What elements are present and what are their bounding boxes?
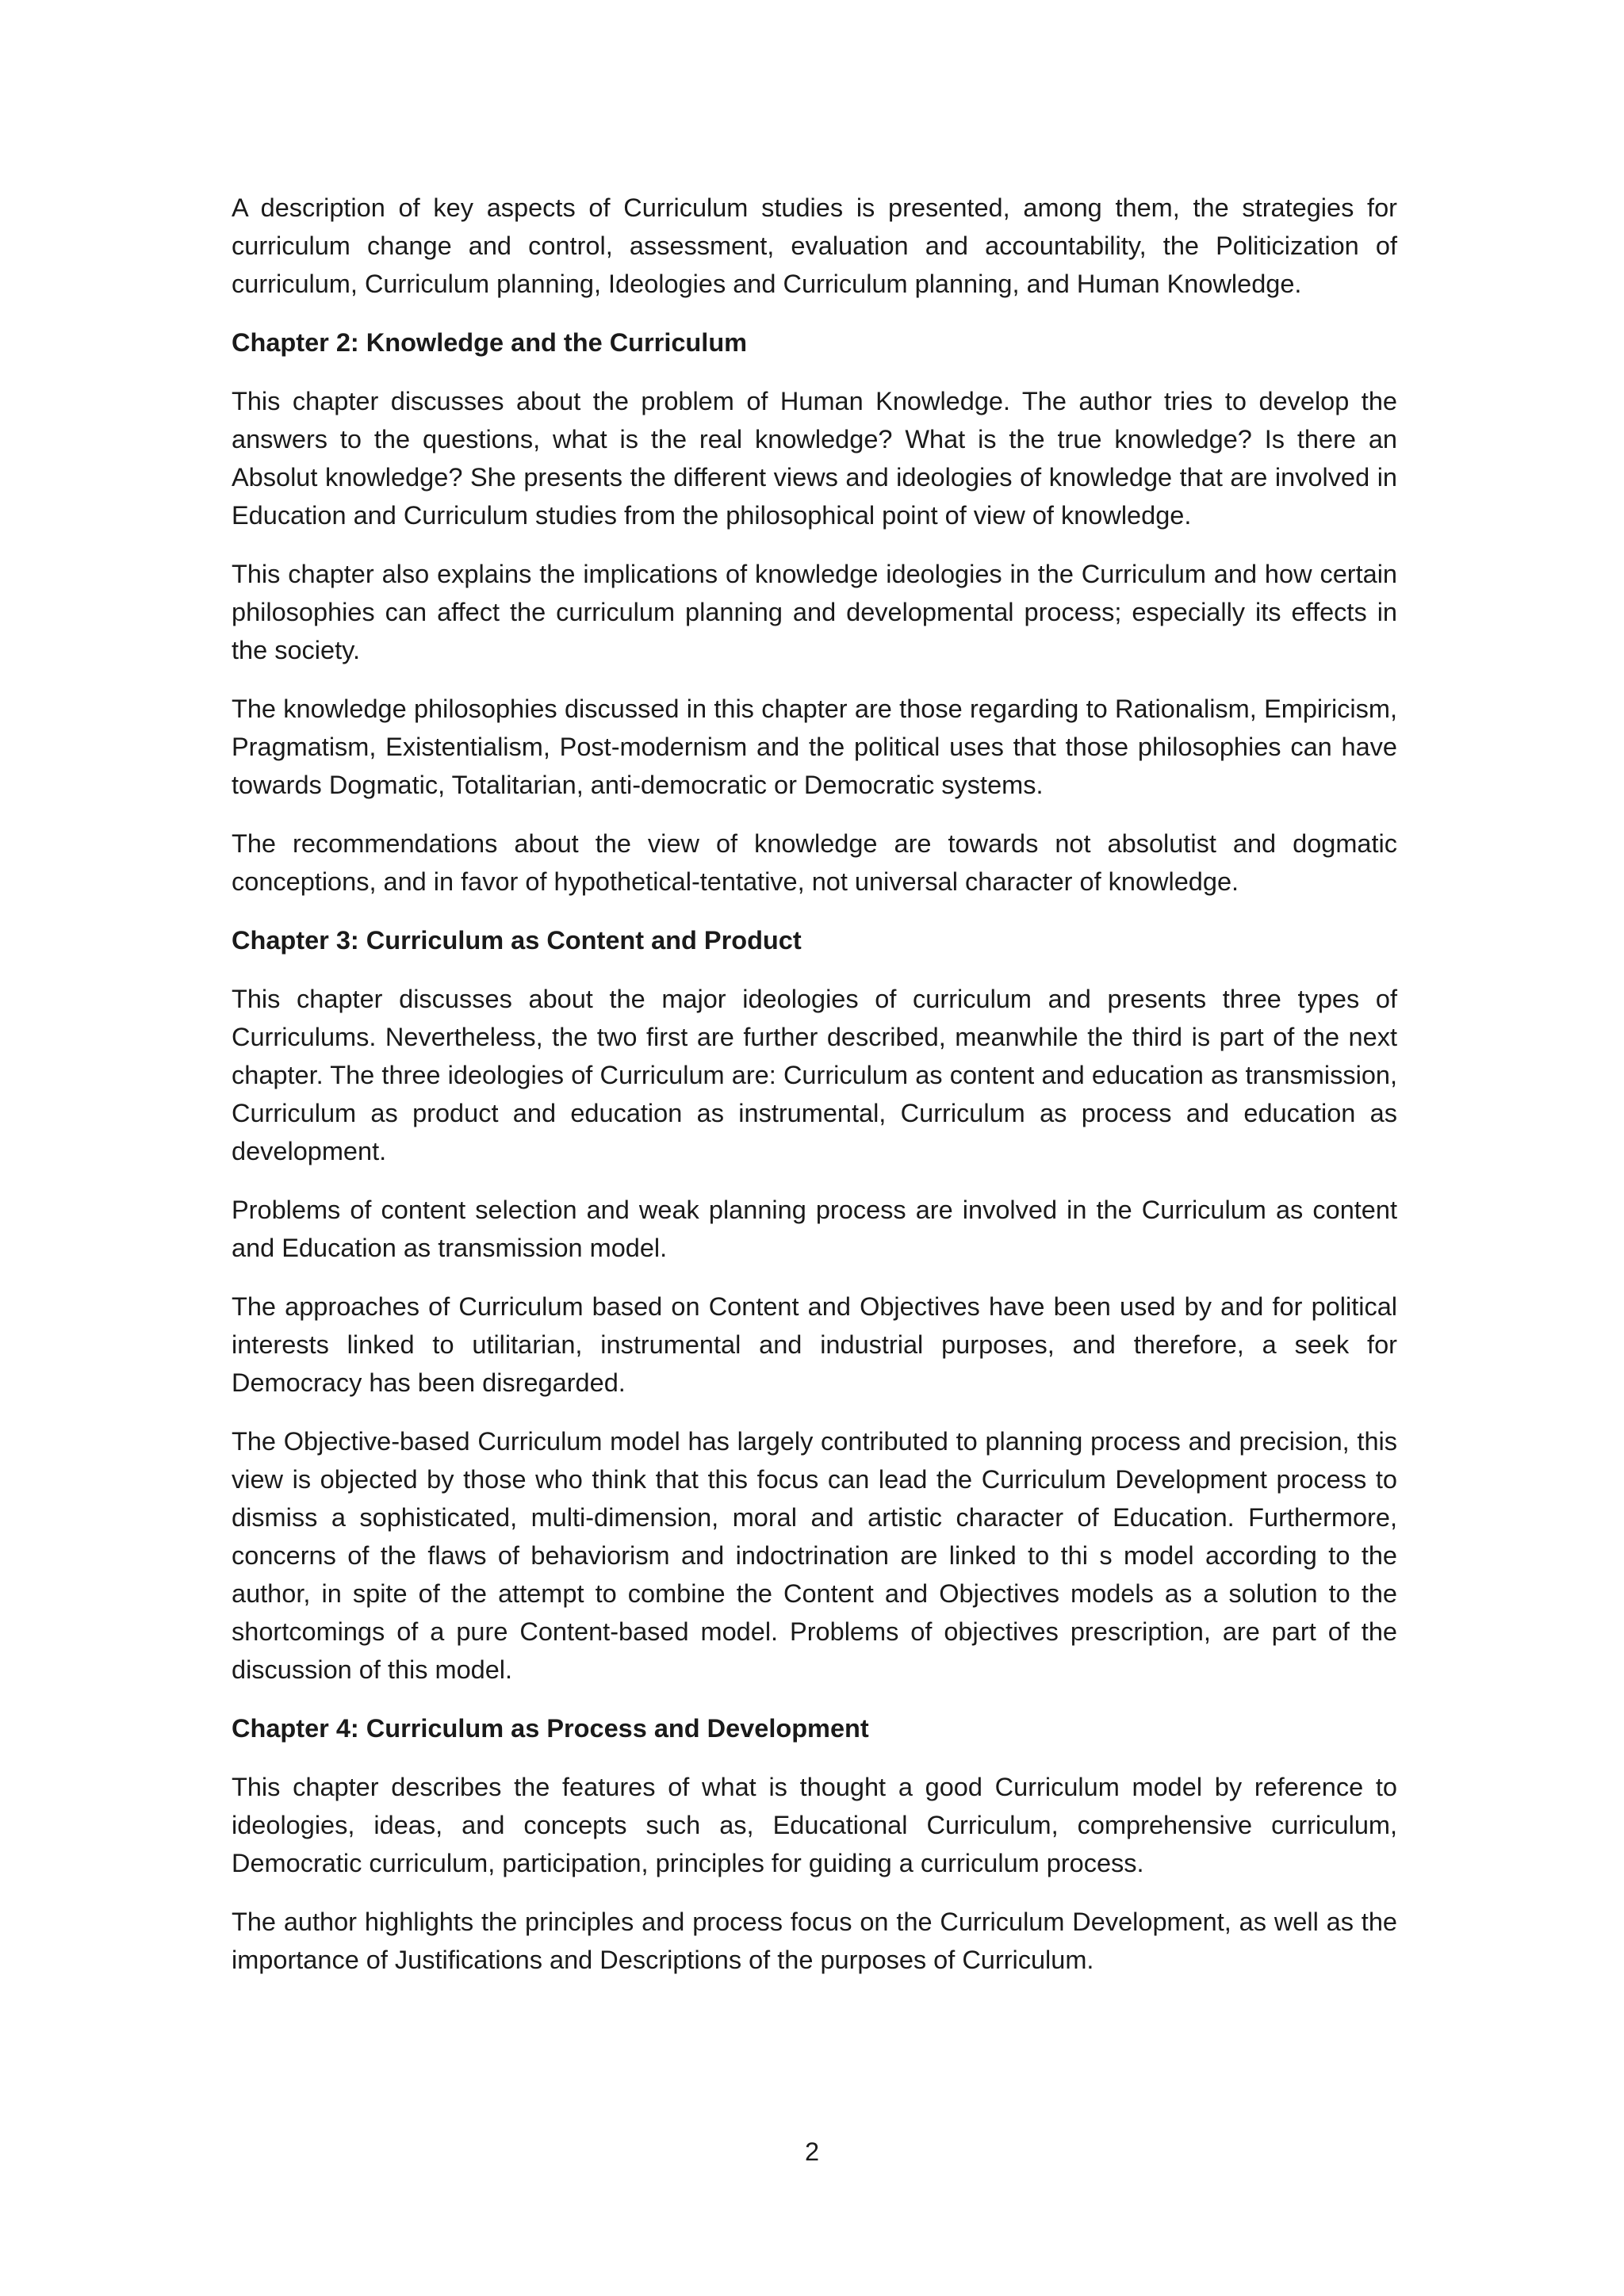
chapter-2-paragraph: This chapter also explains the implications of knowledge ideologies in the Curriculum and how certain philosophies can affect the curriculum planning and developmental process; especially its effects in the society. [232,560,1397,664]
chapter-3-paragraph: Problems of content selection and weak planning process are involved in the Curriculum as content and Education as transmission model. [232,1196,1397,1262]
chapter-3-paragraph: The Objective-based Curriculum model has largely contributed to planning process and precision, this view is objected by those who think that this focus can lead the Curriculum Development process to dismiss a sophisticated, multi-dimension, moral and artistic character of Education. Furthermore, concerns of the flaws of behaviorism and indoctrination are linked to thi s model according to the author, in spite of the attempt to combine the Content and Objectives models as a solution to the shortcomings of a pure Content-based model. Problems of objectives prescription, are part of the discussion of this model. [232,1427,1397,1684]
chapter-3-paragraph: This chapter discusses about the major ideologies of curriculum and presents three types of Curriculums. Nevertheless, the two first are further described, meanwhile the third is part of the next chapter. The three ideologies of Curriculum are: Curriculum as content and education as transmission, Curriculum as product and education as instrumental, Curriculum as process and education as development. [232,985,1397,1165]
chapter-4-paragraph: The author highlights the principles and process focus on the Curriculum Development, as well as the importance of Justifications and Descriptions of the purposes of Curriculum. [232,1908,1397,1974]
chapter-2-paragraph: The recommendations about the view of knowledge are towards not absolutist and dogmatic conceptions, and in favor of hypothetical-tentative, not universal character of knowledge. [232,829,1397,896]
chapter-2-heading: Chapter 2: Knowledge and the Curriculum [232,328,748,357]
chapter-2-paragraph: The knowledge philosophies discussed in this chapter are those regarding to Rationalism, Empiricism, Pragmatism, Existentialism, Post-modernism and the political uses that those philosophies can have towards Dogmatic, Totalitarian, anti-democratic or Democratic systems. [232,695,1397,799]
chapter-4-heading: Chapter 4: Curriculum as Process and Development [232,1714,869,1743]
document-body [232,189,1397,1999]
chapter-3-paragraph: The approaches of Curriculum based on Content and Objectives have been used by and for political interests linked to utilitarian, instrumental and industrial purposes, and therefore, a seek for Democracy has been disregarded. [232,1292,1397,1397]
chapter-3-heading: Chapter 3: Curriculum as Content and Product [232,926,802,955]
intro-paragraph: A description of key aspects of Curriculum studies is presented, among them, the strategies for curriculum change and control, assessment, evaluation and accountability, the Politicization of curriculum, Curriculum planning, Ideologies and Curriculum planning, and Human Knowledge. [232,193,1397,298]
chapter-2-paragraph: This chapter discusses about the problem of Human Knowledge. The author tries to develop the answers to the questions, what is the real knowledge? What is the true knowledge? Is there an Absolut knowledge? She presents the different views and ideologies of knowledge that are involved in Education and Curriculum studies from the philosophical point of view of knowledge. [232,387,1397,530]
page-number: 2 [804,2137,820,2166]
chapter-4-paragraph: This chapter describes the features of what is thought a good Curriculum model by reference to ideologies, ideas, and concepts such as, Educational Curriculum, comprehensive curriculum, Democratic curriculum, participation, principles for guiding a curriculum process. [232,1773,1397,1877]
